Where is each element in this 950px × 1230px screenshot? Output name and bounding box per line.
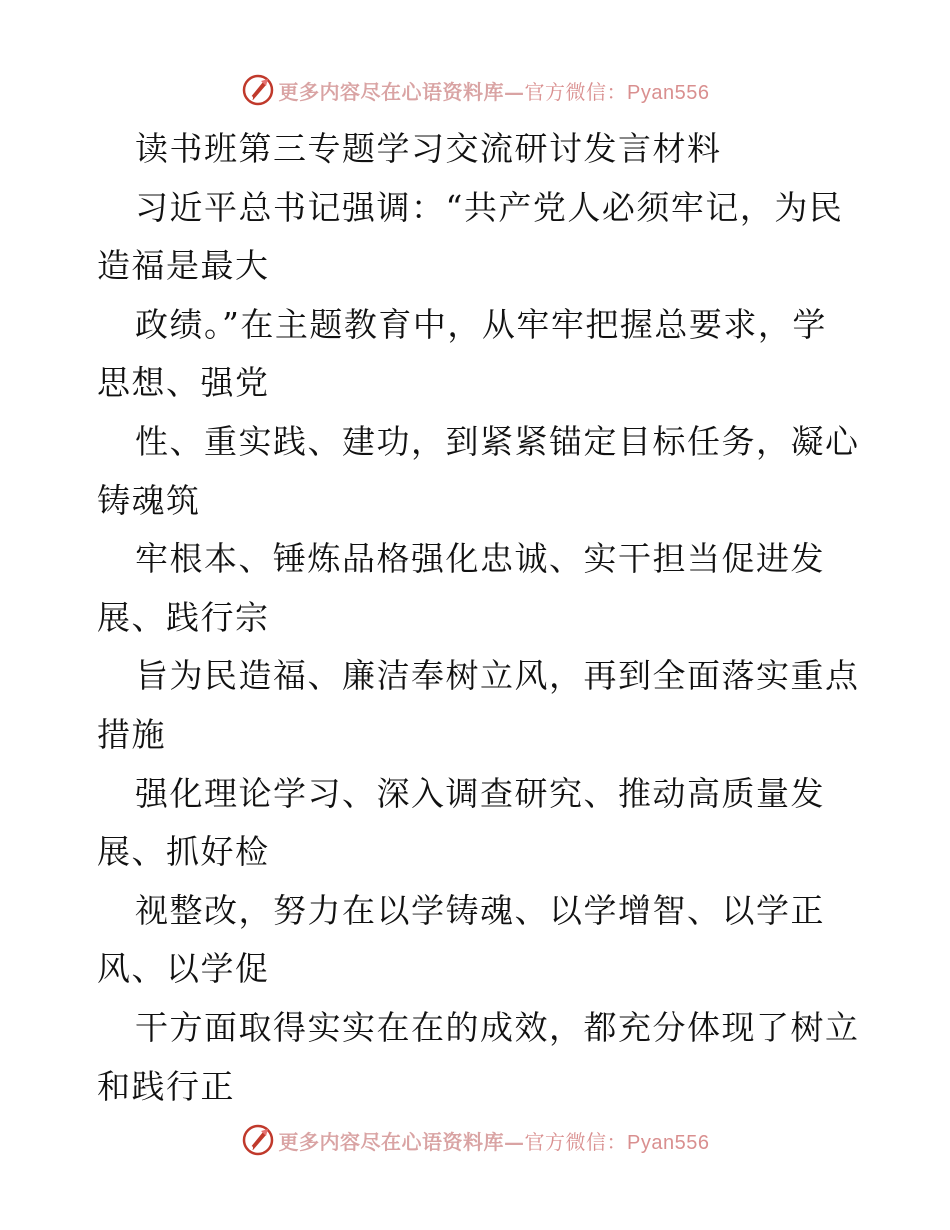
text-line: 强化理论学习、深入调查研究、推动高质量发 (135, 773, 825, 813)
text-line: 措施 (97, 714, 166, 754)
text-line: 旨为民造福、廉洁奉树立风，再到全面落实重点 (135, 656, 860, 696)
text-line: 造福是最大 (97, 246, 270, 286)
banner-text (279, 1126, 710, 1155)
text-line: 牢根本、锤炼品格强化忠诚、实干担当促进发 (135, 539, 825, 579)
header-watermark-banner (0, 70, 950, 110)
quill-pen-logo-icon (241, 73, 275, 107)
text-line: 展、践行宗 (97, 597, 270, 637)
banner-wechat-text: 官方微信：Pyan556 (524, 1131, 710, 1154)
text-line: 铸魂筑 (97, 480, 201, 520)
text-line: 和践行正 (97, 1066, 235, 1106)
text-line: 性、重实践、建功，到紧紧锚定目标任务，凝心 (135, 421, 860, 461)
banner-main-text: 更多内容尽在心语资料库 (278, 1129, 505, 1154)
text-line: 政绩。”在主题教育中，从牢牢把握总要求，学 (135, 304, 827, 344)
text-line: 视整改，努力在以学铸魂、以学增智、以学正 (135, 890, 825, 930)
text-line: 风、以学促 (97, 949, 270, 989)
banner-main-text: 更多内容尽在心语资料库 (278, 79, 505, 104)
text-line: 干方面取得实实在在的成效，都充分体现了树立 (135, 1007, 860, 1047)
footer-watermark-banner (0, 1120, 950, 1160)
banner-separator: — (504, 1129, 525, 1154)
document-title: 读书班第三专题学习交流研讨发言材料 (135, 129, 722, 168)
banner-separator: — (504, 79, 525, 104)
document-body (97, 120, 860, 1116)
text-line: 思想、强党 (97, 363, 270, 403)
banner-text (279, 76, 710, 105)
quill-pen-logo-icon (241, 1123, 275, 1157)
banner-wechat-text: 官方微信：Pyan556 (524, 81, 710, 104)
text-line: 习近平总书记强调：“共产党人必须牢记，为民 (135, 187, 844, 227)
text-line: 展、抓好检 (97, 832, 270, 872)
